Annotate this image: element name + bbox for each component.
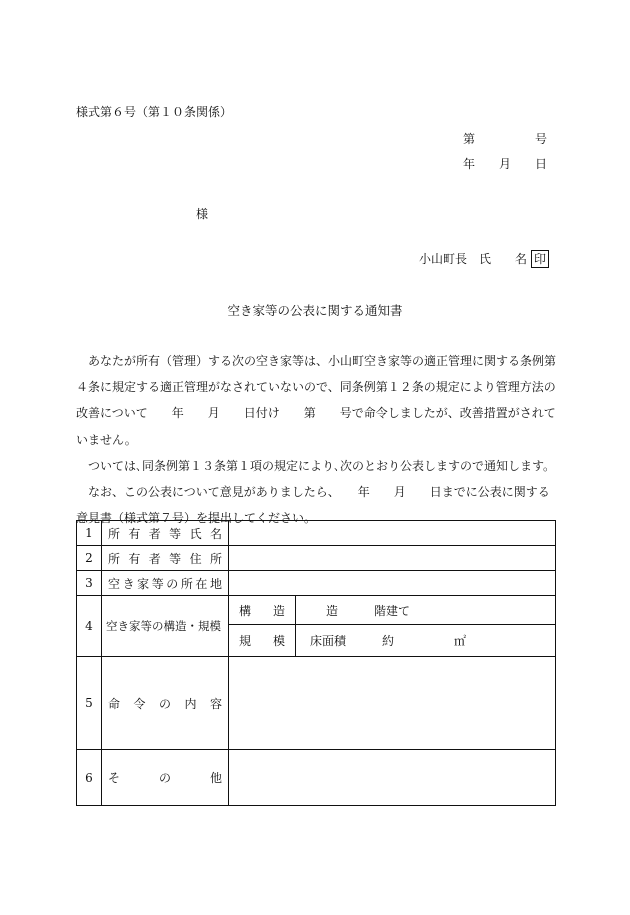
seal-mark: 印: [531, 250, 549, 268]
row-number: 6: [77, 750, 102, 806]
label-char: 氏: [189, 526, 202, 541]
label-char: 等: [169, 526, 182, 541]
label-char: 所: [108, 551, 121, 566]
other-cell[interactable]: [229, 750, 556, 806]
label-char: の: [158, 696, 171, 711]
label-char: の: [166, 576, 179, 591]
label-char: 有: [128, 551, 141, 566]
sender: [419, 250, 549, 268]
sender-name: 小山町長 氏 名: [418, 252, 527, 266]
row-number: 1: [77, 521, 102, 546]
row-number: 4: [77, 596, 102, 657]
date-line: 年 月 日: [462, 157, 547, 171]
label-char: 所: [108, 526, 121, 541]
label-char: 家: [137, 576, 150, 591]
info-table: [76, 520, 556, 806]
row-label: [102, 571, 229, 596]
label-char: 所: [209, 551, 222, 566]
row-label: [102, 521, 229, 546]
label-char: き: [122, 576, 135, 591]
label-char: 所: [180, 576, 193, 591]
row-label: [102, 546, 229, 571]
structure-value[interactable]: 造 階建て: [296, 596, 556, 625]
label-char: 住: [189, 551, 202, 566]
row-number: 3: [77, 571, 102, 596]
label-char: 在: [195, 576, 208, 591]
table-row: [77, 571, 556, 596]
label-char: 内: [184, 696, 197, 711]
row-label: 空き家等の構造・規模: [102, 596, 229, 657]
label-char: 模: [272, 634, 285, 648]
table-row: [77, 750, 556, 806]
label-char: 他: [209, 771, 222, 785]
label-char: 者: [148, 526, 161, 541]
label-char: 容: [209, 696, 222, 711]
scale-value[interactable]: 床面積 約 ㎡: [296, 625, 556, 657]
addressee: 様: [196, 207, 209, 221]
body-text: [76, 348, 556, 531]
paragraph-1: あなたが所有（管理）する次の空き家等は、小山町空き家等の適正管理に関する条例第４条に規定する適正管理がなされていないので、同条例第１２条の規定により管理方法の改善について 年 月 日付け 第 号で命令しましたが、改善措置がされていません。: [76, 354, 557, 447]
order-content-cell[interactable]: [229, 657, 556, 750]
label-char: 者: [148, 551, 161, 566]
label-char: 等: [169, 551, 182, 566]
label-char: 規: [239, 634, 252, 648]
paragraph-2: ついては､同条例第１３条第１項の規定により､次のとおり公表しますので通知します。: [88, 458, 556, 473]
table-row: [77, 657, 556, 750]
table-row: [77, 546, 556, 571]
label-char: の: [158, 771, 171, 785]
label-char: 地: [209, 576, 222, 591]
label-char: 有: [128, 526, 141, 541]
label-char: 等: [151, 576, 164, 591]
label-char: 命: [108, 696, 121, 711]
table-row: [77, 596, 556, 625]
property-location-cell[interactable]: [229, 571, 556, 596]
row-label: [102, 750, 229, 806]
owner-name-cell[interactable]: [229, 521, 556, 546]
row-number: 5: [77, 657, 102, 750]
form-number: 様式第６号（第１０条関係）: [76, 105, 233, 119]
paragraph-3: なお、この公表について意見がありましたら、 年 月 日までに公表に関する意見書（様式第７号）を提出してください。: [76, 485, 550, 526]
sub-label-structure: [229, 596, 296, 625]
label-char: 令: [133, 696, 146, 711]
owner-address-cell[interactable]: [229, 546, 556, 571]
label-char: 空: [108, 576, 121, 591]
sub-label-scale: [229, 625, 296, 657]
label-char: 構: [239, 603, 252, 618]
label-char: そ: [108, 771, 121, 785]
label-char: 造: [272, 603, 285, 618]
row-label: [102, 657, 229, 750]
document-number-line: 第 号: [462, 132, 547, 146]
row-number: 2: [77, 546, 102, 571]
label-char: 名: [209, 526, 222, 541]
document-title: 空き家等の公表に関する通知書: [227, 303, 403, 318]
table-row: [77, 521, 556, 546]
